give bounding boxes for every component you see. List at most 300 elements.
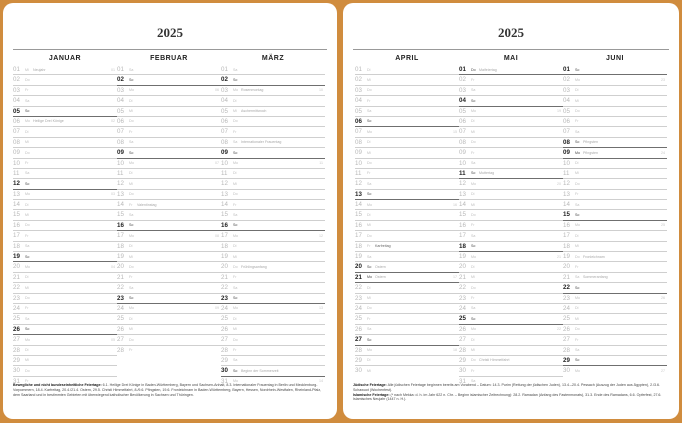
day-number: 15 — [13, 211, 20, 219]
holiday-label: Neujahr — [33, 67, 46, 72]
day-number: 11 — [117, 169, 124, 177]
holiday-label: Fronleichnam — [583, 254, 605, 259]
day-number: 22 — [459, 284, 466, 292]
weekday: So — [233, 77, 238, 82]
day-row — [355, 366, 459, 376]
day-row — [221, 273, 325, 283]
weekday: Sa — [367, 109, 372, 114]
weekday: Sa — [25, 98, 30, 103]
day-number: 03 — [13, 86, 20, 94]
day-number: 07 — [117, 128, 124, 136]
day-row — [355, 86, 459, 96]
day-row — [117, 159, 221, 169]
weekday: Fr — [367, 244, 371, 249]
weekday: Mi — [129, 327, 133, 332]
weekday: Fr — [367, 171, 371, 176]
holiday-label: Maifeiertag — [479, 67, 497, 72]
holiday-label: Frühlingsanfang — [241, 264, 267, 269]
month-column — [355, 53, 459, 377]
day-number: 14 — [563, 201, 570, 209]
day-row — [221, 366, 325, 376]
weekday: So — [233, 223, 238, 228]
weekday: So — [471, 244, 476, 249]
weekday: Fr — [233, 275, 237, 280]
holiday-label: Beginn der Sommerzeit — [241, 368, 279, 373]
weekday: Do — [25, 296, 30, 301]
day-number: 29 — [563, 356, 570, 364]
day-row — [13, 366, 117, 376]
day-row — [13, 356, 117, 366]
weekday: Mi — [233, 327, 237, 332]
weekday: So — [233, 368, 238, 373]
weekday: Fr — [25, 161, 29, 166]
day-number: 30 — [221, 367, 228, 375]
week-number: 25 — [661, 223, 665, 228]
weekday: Fr — [25, 88, 29, 93]
day-row — [355, 159, 459, 169]
holiday-label: Sommeranfang — [583, 275, 608, 280]
day-number: 20 — [13, 263, 20, 271]
day-number: 22 — [355, 284, 362, 292]
weekday: Sa — [471, 88, 476, 93]
day-number: 25 — [459, 315, 466, 323]
day-number: 14 — [13, 201, 20, 209]
day-number: 15 — [117, 211, 124, 219]
day-number: 23 — [355, 294, 362, 302]
week-number: 09 — [215, 306, 219, 311]
holiday-label: Muttertag — [479, 171, 495, 176]
day-row — [221, 262, 325, 272]
day-row — [221, 159, 325, 169]
day-row — [13, 210, 117, 220]
day-row — [117, 325, 221, 335]
day-row — [221, 169, 325, 179]
week-number: 11 — [319, 161, 323, 166]
week-number: 20 — [557, 181, 561, 186]
weekday: Sa — [471, 233, 476, 238]
week-number: 01 — [111, 67, 115, 72]
day-row — [563, 148, 667, 158]
day-number: 06 — [13, 117, 20, 125]
weekday: Sa — [367, 181, 372, 186]
weekday: Mi — [471, 202, 475, 207]
day-row — [13, 304, 117, 314]
day-number: 26 — [355, 325, 362, 333]
weekday: Mo — [575, 223, 580, 228]
weekday: Mo — [575, 296, 580, 301]
weekday: Fr — [471, 223, 475, 228]
day-number: 08 — [221, 138, 228, 146]
day-number: 08 — [459, 138, 466, 146]
day-number: 21 — [459, 273, 466, 281]
day-number: 10 — [563, 159, 570, 167]
weekday: Do — [129, 337, 134, 342]
day-number: 30 — [459, 367, 466, 375]
week-number: 21 — [557, 254, 561, 259]
weekday: Di — [471, 119, 475, 124]
weekday: Mi — [129, 254, 133, 259]
day-row — [355, 252, 459, 262]
week-number: 05 — [111, 337, 115, 342]
day-row — [221, 210, 325, 220]
day-row — [563, 335, 667, 345]
day-number: 14 — [117, 201, 124, 209]
weekday: Di — [129, 98, 133, 103]
weekday: Do — [367, 161, 372, 166]
weekday: Fr — [471, 150, 475, 155]
day-number: 11 — [563, 169, 570, 177]
day-number: 03 — [355, 86, 362, 94]
day-number: 02 — [13, 76, 20, 84]
day-row — [221, 117, 325, 127]
week-number: 02 — [111, 119, 115, 124]
day-row — [355, 294, 459, 304]
day-number: 28 — [355, 346, 362, 354]
weekday: Mo — [129, 306, 134, 311]
weekday: So — [575, 67, 580, 72]
day-number: 01 — [13, 66, 20, 73]
footnote-title: Islamische Feiertage: — [353, 392, 390, 397]
header-rule — [353, 49, 669, 50]
weekday: Do — [367, 233, 372, 238]
day-number: 22 — [117, 284, 124, 292]
day-row — [355, 221, 459, 231]
week-number: 12 — [319, 233, 323, 238]
day-row — [355, 96, 459, 106]
day-row — [459, 169, 563, 179]
month-column — [13, 53, 117, 387]
day-number: 04 — [563, 97, 570, 105]
weekday: Mi — [367, 223, 371, 228]
day-row — [563, 325, 667, 335]
day-number: 11 — [221, 169, 228, 177]
day-number: 07 — [221, 128, 228, 136]
day-number: 27 — [355, 336, 362, 344]
day-row — [117, 169, 221, 179]
weekday: Fr — [471, 368, 475, 373]
day-number: 02 — [459, 76, 466, 84]
weekday: Mi — [233, 109, 237, 114]
weekday: Fr — [575, 264, 579, 269]
day-row — [355, 148, 459, 158]
day-row — [221, 252, 325, 262]
weekday: Di — [25, 129, 29, 134]
day-row — [459, 190, 563, 200]
day-number: 07 — [459, 128, 466, 136]
holiday-label: Heilige Drei Könige — [33, 119, 64, 124]
holiday-footnote — [13, 383, 325, 397]
weekday: Do — [129, 264, 134, 269]
day-number: 19 — [563, 253, 570, 261]
day-row — [117, 107, 221, 117]
day-number: 14 — [221, 201, 228, 209]
day-number: 20 — [459, 263, 466, 271]
day-number: 26 — [117, 325, 124, 333]
weekday: Mi — [575, 98, 579, 103]
day-row — [117, 117, 221, 127]
day-row — [459, 138, 563, 148]
day-number: 11 — [13, 169, 20, 177]
day-number: 13 — [355, 190, 362, 198]
day-row — [13, 190, 117, 200]
weekday: Sa — [129, 212, 134, 217]
day-number: 26 — [13, 325, 20, 333]
day-row — [117, 242, 221, 252]
weekday: Fr — [233, 348, 237, 353]
header-rule — [13, 49, 327, 50]
day-row — [221, 190, 325, 200]
day-number: 06 — [221, 117, 228, 125]
day-number: 08 — [355, 138, 362, 146]
day-row — [221, 65, 325, 75]
weekday: Sa — [575, 129, 580, 134]
day-row — [355, 325, 459, 335]
weekday: Di — [129, 316, 133, 321]
week-number: 16 — [453, 202, 457, 207]
weekday: So — [129, 223, 134, 228]
week-number: 15 — [453, 129, 457, 134]
day-row — [221, 304, 325, 314]
day-number: 04 — [13, 97, 20, 105]
day-row — [563, 107, 667, 117]
day-row — [563, 65, 667, 75]
day-number: 28 — [221, 346, 228, 354]
weekday: Di — [367, 285, 371, 290]
day-row — [459, 356, 563, 366]
day-number: 19 — [221, 253, 228, 261]
day-row — [459, 86, 563, 96]
weekday: Fr — [25, 233, 29, 238]
day-row — [459, 231, 563, 241]
footnote-text: (* nach Mekka: d. h. im Jahr 622 n. Chr. – Beginn islamischer Zeitrechnung): 28.2. Ramadan (Anfang des Fastenmonats), 31.3. Ende des Ramadans, 6.6. Opferfest, 27.6. Islamisches Neujahr (1447 n. H.). — [353, 392, 662, 402]
day-number: 26 — [459, 325, 466, 333]
day-row — [355, 210, 459, 220]
day-row — [563, 252, 667, 262]
day-row — [563, 179, 667, 189]
weekday: So — [575, 140, 580, 145]
day-row — [221, 356, 325, 366]
weekday: Mi — [129, 181, 133, 186]
weekday: Mo — [233, 379, 238, 384]
day-row — [117, 262, 221, 272]
weekday: Do — [575, 109, 580, 114]
week-number: 23 — [661, 77, 665, 82]
weekday: Do — [367, 306, 372, 311]
weekday: Mi — [471, 348, 475, 353]
day-row — [563, 242, 667, 252]
weekday: Mo — [129, 161, 134, 166]
weekday: Mi — [367, 77, 371, 82]
weekday: Mi — [25, 285, 29, 290]
day-row — [355, 190, 459, 200]
day-number: 18 — [563, 242, 570, 250]
weekday: So — [25, 109, 30, 114]
day-number: 03 — [459, 86, 466, 94]
weekday: Sa — [471, 306, 476, 311]
weekday: Sa — [575, 202, 580, 207]
holiday-label: Karfreitag — [375, 244, 391, 249]
day-row — [355, 356, 459, 366]
weekday: Sa — [129, 67, 134, 72]
week-number: 04 — [111, 264, 115, 269]
day-row — [13, 138, 117, 148]
day-row — [117, 138, 221, 148]
day-number: 08 — [117, 138, 124, 146]
weekday: Do — [25, 150, 30, 155]
month-name: JANUAR — [48, 55, 82, 62]
weekday: Fr — [367, 316, 371, 321]
day-number: 09 — [13, 149, 20, 157]
day-number: 09 — [459, 149, 466, 157]
day-number: 26 — [563, 325, 570, 333]
day-number: 19 — [355, 253, 362, 261]
day-row — [13, 273, 117, 283]
day-row — [117, 314, 221, 324]
day-number: 27 — [563, 336, 570, 344]
day-row — [459, 262, 563, 272]
weekday: Di — [575, 161, 579, 166]
footnote-title: Jüdische Feiertage: — [353, 383, 387, 387]
day-number: 10 — [459, 159, 466, 167]
day-row — [117, 210, 221, 220]
weekday: Di — [471, 264, 475, 269]
weekday: Do — [25, 368, 30, 373]
day-row — [13, 127, 117, 137]
day-row — [221, 314, 325, 324]
holiday-label: Valentinstag — [137, 202, 157, 207]
day-number: 28 — [459, 346, 466, 354]
weekday: So — [575, 285, 580, 290]
day-number: 06 — [355, 117, 362, 125]
day-row — [13, 231, 117, 241]
day-row — [221, 127, 325, 137]
weekday: Di — [129, 244, 133, 249]
day-number: 25 — [563, 315, 570, 323]
left-page — [3, 3, 337, 419]
day-row — [459, 346, 563, 356]
weekday: Fr — [575, 337, 579, 342]
day-row — [355, 273, 459, 283]
day-row — [117, 96, 221, 106]
day-number: 18 — [221, 242, 228, 250]
day-row — [355, 117, 459, 127]
week-number: 03 — [111, 192, 115, 197]
day-row — [117, 231, 221, 241]
day-row — [563, 314, 667, 324]
day-number: 11 — [355, 169, 362, 177]
day-number: 23 — [459, 294, 466, 302]
day-row — [355, 200, 459, 210]
weekday: Di — [25, 348, 29, 353]
day-row — [117, 200, 221, 210]
weekday: Mi — [129, 109, 133, 114]
day-number: 23 — [13, 294, 20, 302]
weekday: Fr — [129, 275, 133, 280]
footnote-text: Alle jüdischen Feiertage beginnen bereits am Vorabend – Datum: 14.3. Purim (Rettung der jüdischen Juden), 13.4.–20.4. Pessach (Auszug der Juden aus Ägypten), 2./3.6. Schawuot (Wochenfest). — [353, 383, 661, 392]
day-number: 05 — [563, 107, 570, 115]
weekday: Sa — [233, 140, 238, 145]
day-number: 01 — [117, 66, 124, 73]
day-row — [563, 86, 667, 96]
day-number: 30 — [13, 367, 20, 375]
weekday: Do — [575, 254, 580, 259]
day-number: 29 — [459, 356, 466, 364]
day-number: 20 — [563, 263, 570, 271]
weekday: Mo — [367, 348, 372, 353]
month-column — [117, 53, 221, 356]
day-row — [221, 335, 325, 345]
day-number: 27 — [13, 336, 20, 344]
day-number: 12 — [221, 180, 228, 188]
day-number: 25 — [117, 315, 124, 323]
weekday: Di — [575, 233, 579, 238]
day-number: 10 — [13, 159, 20, 167]
weekday: Di — [471, 192, 475, 197]
footnote-text: 6.1. Heilige Drei Könige in Baden-Württemberg, Bayern und Sachsen-Anhalt, 8.3. Internationaler Frauentag in Berlin und Mecklenburg-Vorpommern, 18.4. Karfreitag, 20.4./21.4. Ostern, 29.5. Christi Himmelfahrt, 8./9.6. Pfingsten, 19.6. Fronleichnam in Baden-Württemberg, Bayern, Hessen, Nordrhein-Westfalen, Rheinland-Pfalz, dem Saarland und in bestimmten Gebieten mit überwiegend katholischer Bevölkerung in Sachsen und Thüringen. — [13, 383, 322, 397]
weekday: Mo — [25, 119, 30, 124]
day-number: 15 — [459, 211, 466, 219]
day-number: 21 — [563, 273, 570, 281]
day-row — [13, 262, 117, 272]
day-row — [355, 75, 459, 85]
weekday: So — [25, 327, 30, 332]
day-number: 05 — [117, 107, 124, 115]
weekday: Fr — [233, 202, 237, 207]
day-number: 02 — [117, 76, 124, 84]
week-number: 13 — [319, 306, 323, 311]
day-number: 28 — [563, 346, 570, 354]
weekday: Do — [233, 192, 238, 197]
weekday: Do — [471, 140, 476, 145]
day-number: 03 — [221, 86, 228, 94]
day-row — [13, 221, 117, 231]
day-number: 16 — [221, 221, 228, 229]
day-row — [13, 200, 117, 210]
day-row — [221, 325, 325, 335]
day-number: 10 — [117, 159, 124, 167]
weekday: Sa — [471, 379, 476, 384]
day-row — [117, 283, 221, 293]
day-number: 28 — [117, 346, 124, 354]
day-number: 04 — [221, 97, 228, 105]
day-row — [117, 273, 221, 283]
day-row — [563, 346, 667, 356]
day-number: 17 — [563, 232, 570, 240]
day-number: 18 — [355, 242, 362, 250]
day-number: 28 — [13, 346, 20, 354]
weekday: Di — [233, 244, 237, 249]
weekday: Fr — [25, 306, 29, 311]
day-row — [117, 65, 221, 75]
day-row — [13, 346, 117, 356]
weekday: Di — [471, 337, 475, 342]
weekday: So — [367, 337, 372, 342]
day-number: 22 — [563, 284, 570, 292]
day-number: 17 — [117, 232, 124, 240]
weekday: Fr — [575, 119, 579, 124]
weekday: Mo — [471, 181, 476, 186]
day-row — [221, 107, 325, 117]
month-name: JUNI — [606, 55, 624, 62]
day-number: 19 — [117, 253, 124, 261]
day-row — [117, 75, 221, 85]
day-row — [459, 107, 563, 117]
day-row — [459, 65, 563, 75]
day-number: 03 — [563, 86, 570, 94]
weekday: Di — [25, 202, 29, 207]
weekday: Mo — [233, 88, 238, 93]
weekday: Mo — [367, 202, 372, 207]
